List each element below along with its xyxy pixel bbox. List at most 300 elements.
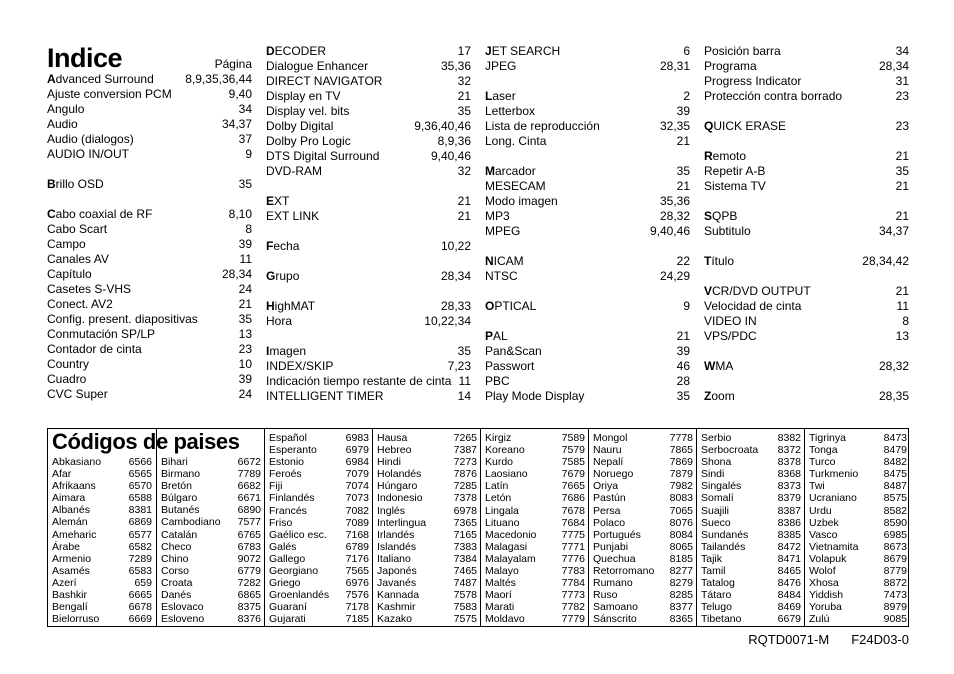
index-entry <box>266 314 471 329</box>
index-column-4 <box>704 44 909 404</box>
index-entry <box>266 299 471 314</box>
country-code: 6976 <box>345 577 369 590</box>
country-row <box>48 577 156 589</box>
country-code: 6682 <box>237 480 261 493</box>
index-page-numbers: 28,34 <box>440 269 471 283</box>
index-entry <box>704 164 909 179</box>
country-name: Yoruba <box>809 601 842 614</box>
country-name: Pastún <box>593 492 626 505</box>
index-term: Subtitulo <box>704 224 751 238</box>
country-name: Wolof <box>809 565 836 578</box>
index-page-numbers: 13 <box>238 327 252 341</box>
country-row <box>265 517 373 529</box>
country-row <box>48 492 156 504</box>
country-row <box>589 601 697 613</box>
index-entry <box>266 374 471 389</box>
country-name: Húngaro <box>377 480 418 493</box>
country-code: 6783 <box>237 540 261 553</box>
country-name: Ucraniano <box>809 492 857 505</box>
country-row <box>265 468 373 480</box>
country-row <box>373 601 481 613</box>
country-code: 8076 <box>669 516 693 529</box>
index-term <box>704 389 735 404</box>
country-name: Groenlandés <box>269 589 330 602</box>
country-row <box>157 589 265 601</box>
country-name: Inglés <box>377 504 406 517</box>
index-entry <box>266 149 471 164</box>
country-column <box>696 429 805 626</box>
country-code: 6890 <box>237 504 261 517</box>
country-name: Feroés <box>269 468 302 481</box>
country-code: 8469 <box>777 601 801 614</box>
country-name: Tamil <box>701 565 726 578</box>
index-term-rest: ighMAT <box>274 299 316 313</box>
index-page-numbers: 35,36 <box>440 59 471 73</box>
index-initial-letter: A <box>47 72 56 86</box>
index-term: Repetir A-B <box>704 164 766 178</box>
index-entry <box>485 254 690 269</box>
index-term-rest: XT <box>274 194 290 208</box>
country-name: Azerí <box>52 576 77 589</box>
country-code: 8378 <box>777 456 801 469</box>
print-code: F24D03-0 <box>851 632 909 647</box>
country-code: 7265 <box>453 432 477 444</box>
index-term-rest: UICK ERASE <box>713 119 787 133</box>
country-row <box>265 456 373 468</box>
index-entry <box>47 282 252 297</box>
index-page-numbers: 21 <box>895 179 909 193</box>
country-row <box>697 577 805 589</box>
index-term <box>704 149 746 164</box>
country-code: 8482 <box>883 456 907 469</box>
country-code: 7789 <box>237 468 261 481</box>
index-page-numbers: 11 <box>896 299 909 313</box>
country-code: 8582 <box>883 504 907 517</box>
country-code: 8475 <box>883 468 907 481</box>
country-code: 7065 <box>669 504 693 517</box>
index-spacer <box>485 284 690 299</box>
index-term: Canales AV <box>47 252 109 266</box>
country-name: Gaélico esc. <box>269 528 327 541</box>
index-entry <box>704 74 909 89</box>
index-entry <box>266 59 471 74</box>
index-term-rest: oom <box>711 389 735 403</box>
country-name: Lituano <box>485 516 520 529</box>
index-page-numbers: 9,36,40,46 <box>414 119 471 133</box>
country-row <box>157 492 265 504</box>
country-row <box>697 601 805 613</box>
country-name: Guaraní <box>269 601 307 614</box>
index-entry <box>47 177 252 192</box>
country-row <box>157 516 265 528</box>
country-code: 8472 <box>777 540 801 553</box>
index-page-numbers: 28 <box>676 374 690 388</box>
index-initial-letter: G <box>266 269 276 283</box>
country-row <box>157 565 265 577</box>
index-page-numbers: 21 <box>238 297 252 311</box>
country-row <box>157 541 265 553</box>
country-name: Portugués <box>593 528 641 541</box>
country-name: Ameharic <box>52 528 97 541</box>
index-term <box>485 164 536 179</box>
index-title: Indice <box>47 43 123 73</box>
country-code: 8381 <box>128 504 152 517</box>
country-row <box>589 517 697 529</box>
country-row <box>805 492 911 504</box>
country-row <box>589 553 697 565</box>
country-name: Afar <box>52 468 72 481</box>
index-term: Modo imagen <box>485 194 558 208</box>
index-entry <box>704 119 909 134</box>
index-term: MPEG <box>485 224 521 238</box>
country-row <box>48 541 156 553</box>
index-column-3 <box>485 44 690 404</box>
index-spacer <box>266 224 471 239</box>
country-code: 8779 <box>883 565 907 578</box>
index-initial-letter: C <box>47 207 56 221</box>
country-code: 7578 <box>453 589 477 602</box>
country-code: 7273 <box>453 456 477 469</box>
country-code: 7869 <box>669 456 693 469</box>
index-entry <box>47 207 252 222</box>
country-row <box>805 529 911 541</box>
index-spacer <box>47 162 252 177</box>
country-row <box>157 456 265 468</box>
country-code: 8368 <box>777 468 801 481</box>
country-row <box>697 613 805 625</box>
index-term <box>485 299 536 314</box>
index-page-numbers: 21 <box>676 329 690 343</box>
index-term-rest: ECODER <box>274 44 327 58</box>
index-term-rest: MA <box>715 359 734 373</box>
index-term <box>266 299 315 314</box>
country-code: 7585 <box>561 456 585 469</box>
index-term: Campo <box>47 237 86 251</box>
country-list <box>373 432 481 626</box>
index-term: MP3 <box>485 209 510 223</box>
country-code: 8465 <box>777 565 801 578</box>
index-term: Capítulo <box>47 267 92 281</box>
index-page-numbers: 35 <box>457 104 471 118</box>
country-code: 8387 <box>777 504 801 517</box>
index-entry <box>47 342 252 357</box>
country-list <box>589 432 697 626</box>
country-row <box>589 541 697 553</box>
country-row <box>805 589 911 601</box>
country-name: Francés <box>269 504 307 517</box>
country-name: Catalán <box>161 528 198 541</box>
country-code: 8277 <box>669 565 693 578</box>
country-row <box>697 505 805 517</box>
country-name: Malayo <box>485 565 519 578</box>
index-entry <box>266 389 471 404</box>
country-row <box>373 589 481 601</box>
index-entry <box>704 254 909 269</box>
country-code: 6679 <box>777 613 801 626</box>
country-row <box>48 553 156 565</box>
country-row <box>481 613 589 625</box>
index-term-rest: PTICAL <box>494 299 537 313</box>
country-row <box>48 468 156 480</box>
country-code: 7365 <box>453 516 477 529</box>
index-initial-letter: B <box>47 177 56 191</box>
index-term-rest: rupo <box>275 269 300 283</box>
country-code: 7487 <box>453 577 477 590</box>
country-row <box>481 577 589 589</box>
index-term-rest: AL <box>493 329 508 343</box>
index-term <box>47 177 104 192</box>
country-name: Turkmenio <box>809 468 859 481</box>
index-page-numbers: 34 <box>238 102 252 116</box>
country-code: 6583 <box>128 564 152 577</box>
index-page-numbers: 34,37 <box>221 117 252 131</box>
country-code: 7589 <box>561 432 585 444</box>
country-row <box>373 492 481 504</box>
index-entry <box>266 344 471 359</box>
index-spacer <box>485 149 690 164</box>
index-term <box>485 329 508 344</box>
country-row <box>805 577 911 589</box>
country-code: 7865 <box>669 444 693 457</box>
country-name: Malagasi <box>485 540 528 553</box>
index-entry <box>266 104 471 119</box>
country-row <box>589 577 697 589</box>
country-list <box>48 456 156 625</box>
country-name: Alemán <box>52 516 88 529</box>
country-code: 7577 <box>237 516 261 529</box>
country-row <box>481 541 589 553</box>
index-page-numbers: 9,40,46 <box>430 149 471 163</box>
country-code: 8386 <box>777 516 801 529</box>
country-row <box>48 480 156 492</box>
index-page-numbers: 21 <box>895 284 909 298</box>
country-row <box>805 517 911 529</box>
index-term: Protección contra borrado <box>704 89 843 103</box>
index-entry <box>47 237 252 252</box>
footer-codes <box>748 632 909 647</box>
country-row <box>373 517 481 529</box>
country-name: Eslovaco <box>161 601 204 614</box>
index-term: VIDEO IN <box>704 314 757 328</box>
index-page-numbers: 28,32 <box>878 359 909 373</box>
index-page-numbers: 21 <box>457 209 471 223</box>
country-name: Macedonio <box>485 528 537 541</box>
country-name: Suajili <box>701 504 730 517</box>
index-term-rest: magen <box>269 344 307 358</box>
index-term: Angulo <box>47 102 85 116</box>
country-code: 7473 <box>883 589 907 602</box>
country-name: Checo <box>161 540 192 553</box>
country-name: Serbio <box>701 432 732 444</box>
country-row <box>481 492 589 504</box>
country-row <box>157 529 265 541</box>
country-row <box>265 589 373 601</box>
country-code: 6588 <box>128 492 152 505</box>
index-entry <box>47 147 252 162</box>
index-term: INTELLIGENT TIMER <box>266 389 384 403</box>
country-code: 7982 <box>669 480 693 493</box>
country-code: 7285 <box>453 480 477 493</box>
country-name: Sánscrito <box>593 613 637 626</box>
country-code: 6869 <box>128 516 152 529</box>
country-row <box>265 480 373 492</box>
index-term <box>266 344 306 359</box>
country-name: Somalí <box>701 492 734 505</box>
index-term: CVC Super <box>47 387 108 401</box>
country-code: 7465 <box>453 565 477 578</box>
country-name: Asamés <box>52 564 90 577</box>
country-name: Javanés <box>377 577 417 590</box>
country-row <box>157 577 265 589</box>
country-name: Twi <box>809 480 825 493</box>
index-spacer <box>704 239 909 254</box>
index-term-rest: emoto <box>712 149 747 163</box>
index-entry <box>485 89 690 104</box>
index-entry <box>704 359 909 374</box>
country-row <box>805 468 911 480</box>
index-term: Dolby Pro Logic <box>266 134 351 148</box>
country-name: Danés <box>161 589 192 602</box>
country-code: 6779 <box>237 564 261 577</box>
index-term: Velocidad de cinta <box>704 299 802 313</box>
index-page-numbers: 21 <box>676 179 690 193</box>
country-code: 7583 <box>453 601 477 614</box>
index-column-2 <box>266 44 471 404</box>
index-page-numbers: 23 <box>895 89 909 103</box>
country-row <box>157 601 265 613</box>
country-name: Español <box>269 432 307 444</box>
index-term: Lista de reproducción <box>485 119 600 133</box>
country-code: 8487 <box>883 480 907 493</box>
country-list <box>697 432 805 626</box>
country-name: Islandés <box>377 540 417 553</box>
country-code: 7168 <box>345 528 369 541</box>
index-initial-letter: M <box>485 164 495 178</box>
index-page-numbers: 14 <box>457 389 471 403</box>
index-term-rest: ítulo <box>711 254 735 268</box>
index-term <box>704 254 734 269</box>
country-name: Samoano <box>593 601 638 614</box>
country-code: 6570 <box>128 480 152 493</box>
index-spacer <box>704 194 909 209</box>
country-row <box>481 517 589 529</box>
index-term: Cabo Scart <box>47 222 108 236</box>
index-term: EXT LINK <box>266 209 320 223</box>
country-row <box>697 468 805 480</box>
index-entry <box>485 59 690 74</box>
index-term: Display vel. bits <box>266 104 350 118</box>
country-row <box>589 456 697 468</box>
index-entry <box>266 119 471 134</box>
country-row <box>481 565 589 577</box>
index-entry <box>485 389 690 404</box>
index-term <box>704 284 811 299</box>
country-name: Sueco <box>701 516 731 529</box>
index-page-numbers: 39 <box>238 372 252 386</box>
index-entry <box>485 164 690 179</box>
country-code: 8479 <box>883 444 907 457</box>
index-term: Sistema TV <box>704 179 766 193</box>
country-name: Hausa <box>377 432 408 444</box>
index-entry <box>704 59 909 74</box>
index-term: Dialogue Enhancer <box>266 59 369 73</box>
country-code: 7289 <box>128 552 152 565</box>
index-page-numbers: 35 <box>238 312 252 326</box>
country-name: Cambodiano <box>161 516 221 529</box>
index-page-numbers: 39 <box>676 104 690 118</box>
country-name: Malayalam <box>485 552 536 565</box>
country-code: 8473 <box>883 432 907 444</box>
country-name: Polaco <box>593 516 626 529</box>
country-code: 8372 <box>777 444 801 457</box>
country-row <box>373 432 481 444</box>
index-entry <box>485 374 690 389</box>
index-page-numbers: 28,33 <box>440 299 471 313</box>
country-name: Birmano <box>161 468 201 481</box>
country-name: Sindi <box>701 468 725 481</box>
index-initial-letter: J <box>485 44 492 58</box>
country-column <box>372 429 481 626</box>
country-name: Italiano <box>377 552 411 565</box>
country-column <box>804 429 911 626</box>
index-term: Posición barra <box>704 44 781 58</box>
country-row <box>805 456 911 468</box>
country-row <box>805 480 911 492</box>
index-entry <box>704 299 909 314</box>
country-name: Esperanto <box>269 444 317 457</box>
index-term <box>485 254 524 269</box>
country-code: 659 <box>134 576 152 589</box>
country-row <box>805 601 911 613</box>
country-code: 8365 <box>669 613 693 626</box>
index-entry <box>266 269 471 284</box>
index-spacer <box>704 374 909 389</box>
document-code: RQTD0071-M <box>748 632 830 647</box>
country-code: 8377 <box>669 601 693 614</box>
country-row <box>805 432 911 444</box>
country-row <box>589 480 697 492</box>
country-row <box>697 456 805 468</box>
country-code: 7178 <box>345 601 369 614</box>
index-entry <box>485 194 690 209</box>
country-row <box>265 541 373 553</box>
index-entry <box>47 222 252 237</box>
country-row <box>481 589 589 601</box>
country-code: 6565 <box>128 468 152 481</box>
country-name: Xhosa <box>809 577 839 590</box>
index-page-numbers: 23 <box>895 119 909 133</box>
country-column <box>588 429 697 626</box>
country-row <box>265 529 373 541</box>
country-name: Corso <box>161 564 190 577</box>
country-list <box>157 456 265 625</box>
index-term-rest: ICAM <box>493 254 524 268</box>
country-name: Albanés <box>52 504 90 517</box>
country-name: Gallego <box>269 552 306 565</box>
country-name: Yiddish <box>809 589 844 602</box>
index-page-numbers: 28,34 <box>878 59 909 73</box>
index-term <box>485 44 560 59</box>
index-page-numbers: 39 <box>238 237 252 251</box>
index-spacer <box>485 239 690 254</box>
index-entry <box>704 224 909 239</box>
index-initial-letter: S <box>704 209 713 223</box>
country-code: 7383 <box>453 540 477 553</box>
country-name: Telugo <box>701 601 732 614</box>
index-spacer <box>266 284 471 299</box>
country-row <box>265 492 373 504</box>
country-code: 8379 <box>777 492 801 505</box>
